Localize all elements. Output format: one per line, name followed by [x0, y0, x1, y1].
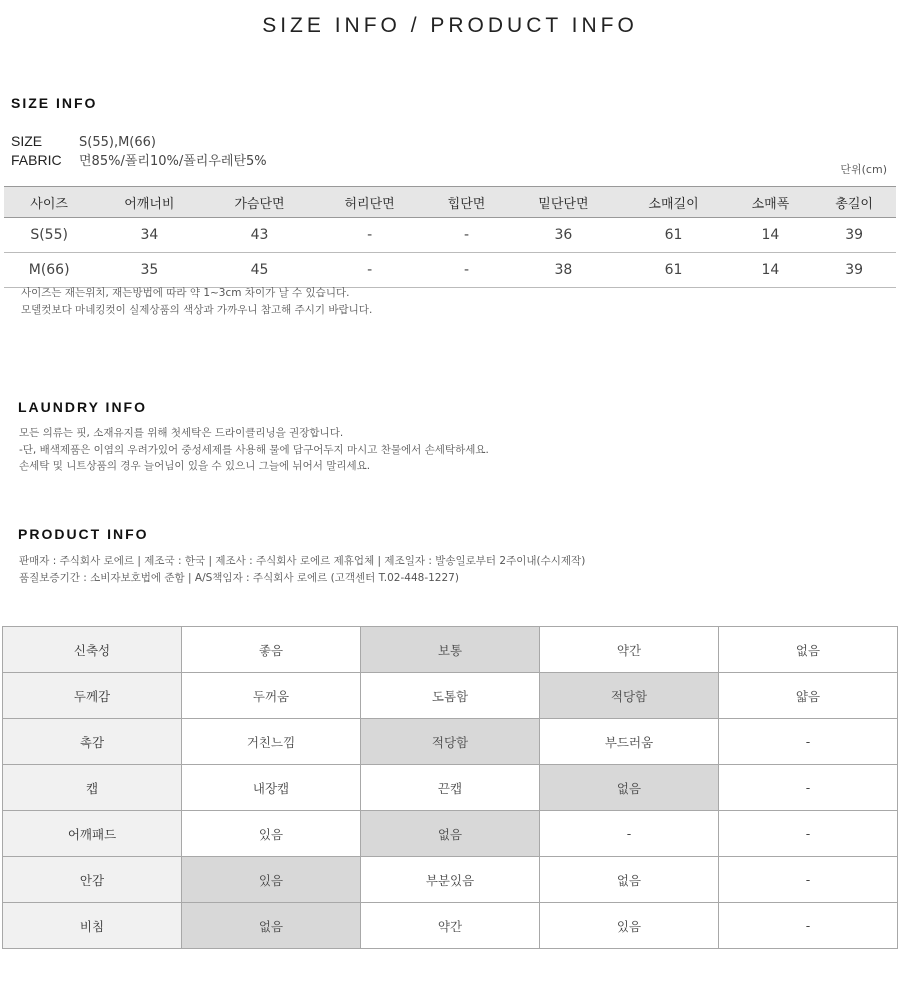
product-line: 판매자 : 주식회사 로에르 | 제조국 : 한국 | 제조사 : 주식회사 로에르 제휴업체 | 제조일자 : 발송일로부터 2주이내(수시제작): [19, 555, 586, 567]
property-option: 두꺼움: [182, 673, 361, 719]
laundry-line: 손세탁 및 니트상품의 경우 늘어님이 있을 수 있으니 그늘에 뉘어서 말리세요.: [19, 460, 371, 472]
fabric-spec-row: [11, 150, 267, 169]
column-header: 총길이: [812, 187, 896, 218]
property-option: 좋음: [182, 627, 361, 673]
property-option-selected: 없음: [540, 765, 719, 811]
property-option: 있음: [540, 903, 719, 949]
property-option: 부분있음: [361, 857, 540, 903]
property-option: 내장캡: [182, 765, 361, 811]
property-option-selected: 있음: [182, 857, 361, 903]
property-row: [3, 811, 898, 857]
table-row: [4, 253, 896, 288]
property-row: [3, 627, 898, 673]
property-option: -: [719, 719, 898, 765]
size-label: SIZE: [11, 133, 43, 149]
property-option: -: [719, 765, 898, 811]
property-option: -: [719, 811, 898, 857]
property-row: [3, 673, 898, 719]
size-notes: [21, 285, 372, 318]
fabric-value: 면85%/폴리10%/폴리우레탄5%: [79, 154, 267, 169]
laundry-line: 모든 의류는 핏, 소재유지를 위해 첫세탁은 드라이클리닝을 권장합니다.: [19, 427, 344, 439]
product-info-heading: PRODUCT INFO: [18, 526, 149, 542]
laundry-line: -단, 배색제품은 이염의 우려가있어 중성세제를 사용해 물에 담구어두지 마시고 찬물에서 손세탁하세요.: [19, 443, 489, 456]
property-option: 약간: [361, 903, 540, 949]
table-cell: 38: [508, 253, 618, 288]
column-header: 가슴단면: [204, 187, 314, 218]
property-option: -: [719, 857, 898, 903]
property-label: 촉감: [3, 719, 182, 765]
table-cell: 34: [94, 218, 204, 253]
column-header: 밑단단면: [508, 187, 618, 218]
column-header: 사이즈: [4, 187, 94, 218]
property-label: 비침: [3, 903, 182, 949]
table-cell: M(66): [4, 253, 94, 288]
page-title: SIZE INFO / PRODUCT INFO: [262, 14, 638, 37]
column-header: 소매길이: [618, 187, 728, 218]
property-option: -: [719, 903, 898, 949]
table-cell: 61: [618, 253, 728, 288]
column-header: 어깨너비: [94, 187, 204, 218]
laundry-info-heading: LAUNDRY INFO: [18, 399, 147, 415]
property-option: 도톰함: [361, 673, 540, 719]
size-table-header: [4, 187, 896, 218]
table-cell: 14: [729, 218, 813, 253]
property-option: 없음: [540, 857, 719, 903]
property-label: 캡: [3, 765, 182, 811]
property-option: 없음: [719, 627, 898, 673]
table-cell: 39: [812, 218, 896, 253]
product-line: 품질보증기간 : 소비자보호법에 준함 | A/S책임자 : 주식회사 로에르 (고객센터 T.02-448-1227): [19, 571, 459, 584]
property-option-selected: 없음: [361, 811, 540, 857]
property-label: 두께감: [3, 673, 182, 719]
property-label: 안감: [3, 857, 182, 903]
property-option: 부드러움: [540, 719, 719, 765]
property-option-selected: 보통: [361, 627, 540, 673]
property-label: 신축성: [3, 627, 182, 673]
table-cell: S(55): [4, 218, 94, 253]
table-cell: -: [315, 218, 425, 253]
fabric-properties-table: [2, 626, 898, 949]
product-notes: [19, 553, 585, 586]
table-cell: 45: [204, 253, 314, 288]
property-row: [3, 857, 898, 903]
property-option: 거친느낌: [182, 719, 361, 765]
table-cell: 39: [812, 253, 896, 288]
property-row: [3, 903, 898, 949]
property-option-selected: 적당함: [540, 673, 719, 719]
property-option-selected: 없음: [182, 903, 361, 949]
size-note-line: 사이즈는 재는위치, 재는방법에 따라 약 1~3cm 차이가 날 수 있습니다.: [21, 287, 350, 299]
table-cell: 61: [618, 218, 728, 253]
property-row: [3, 719, 898, 765]
table-cell: -: [425, 253, 509, 288]
table-cell: 43: [204, 218, 314, 253]
size-info-heading: SIZE INFO: [11, 95, 98, 111]
laundry-notes: [19, 425, 489, 475]
property-option: 있음: [182, 811, 361, 857]
property-row: [3, 765, 898, 811]
fabric-label: FABRIC: [11, 152, 62, 168]
property-label: 어깨패드: [3, 811, 182, 857]
table-cell: -: [425, 218, 509, 253]
size-table: [4, 186, 896, 288]
column-header: 소매폭: [729, 187, 813, 218]
column-header: 힙단면: [425, 187, 509, 218]
property-option-selected: 적당함: [361, 719, 540, 765]
property-option: 약간: [540, 627, 719, 673]
table-cell: 35: [94, 253, 204, 288]
table-row: [4, 218, 896, 253]
table-cell: 14: [729, 253, 813, 288]
property-option: 얇음: [719, 673, 898, 719]
property-option: 끈캡: [361, 765, 540, 811]
unit-label: 단위(cm): [840, 163, 887, 176]
size-note-line: 모델컷보다 마네킹컷이 실제상품의 색상과 가까우니 참고해 주시기 바랍니다.: [21, 303, 373, 316]
property-option: -: [540, 811, 719, 857]
table-cell: -: [315, 253, 425, 288]
table-cell: 36: [508, 218, 618, 253]
column-header: 허리단면: [315, 187, 425, 218]
size-spec-row: [11, 133, 156, 150]
size-value: S(55),M(66): [79, 135, 156, 150]
